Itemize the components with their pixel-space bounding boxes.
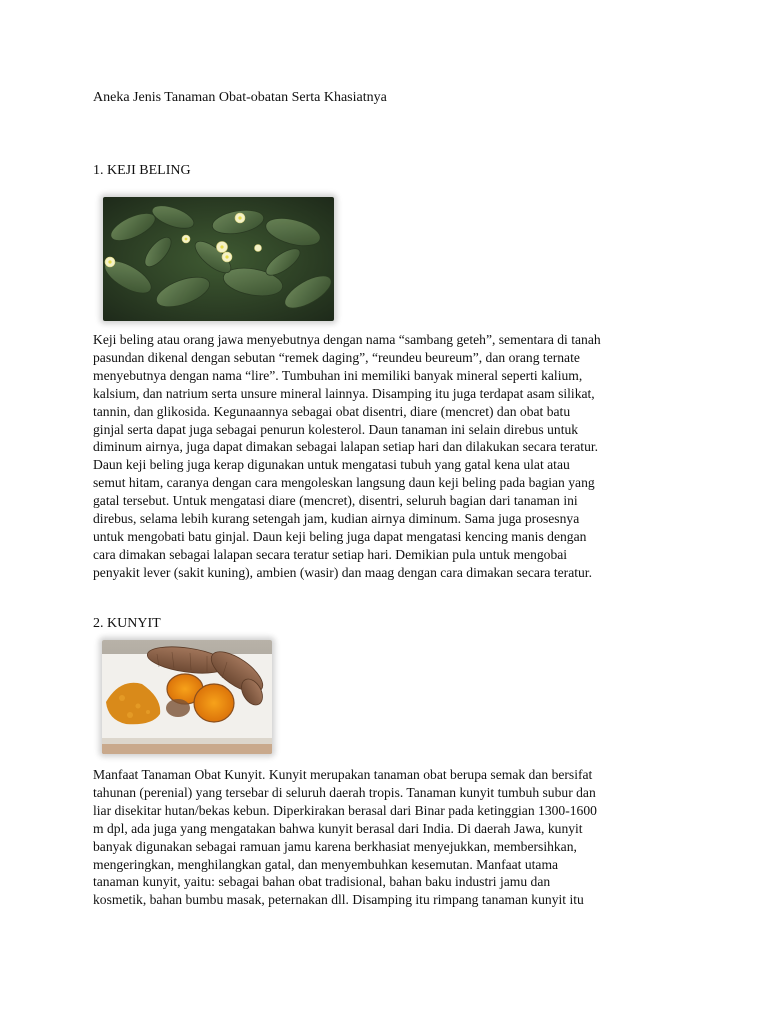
paragraph-line: Daun keji beling juga kerap digunakan untuk mengatasi tubuh yang gatal kena ulat atau [93,457,570,473]
paragraph-line: pasundan dikenal dengan sebutan “remek daging”, “reundeu beureum”, dan orang ternate [93,349,580,365]
paragraph-line: menyebutnya dengan nama “lire”. Tumbuhan ini memiliki banyak mineral seperti kalium, [93,367,583,383]
paragraph-line: mengeringkan, menghilangkan gatal, dan menyembuhkan kesemutan. Manfaat utama [93,856,559,872]
paragraph-line: kalsium, dan natrium serta unsure mineral lainnya. Disamping itu juga terdapat asam silikat, [93,385,595,401]
paragraph-line: penyakit lever (sakit kuning), ambien (wasir) dan maag dengan cara dimakan secara teratur. [93,564,592,580]
kunyit-photo [102,640,272,754]
paragraph-line: untuk mengobati batu ginjal. Daun keji beling juga dapat mengatasi kencing manis dengan [93,528,587,544]
paragraph-line: m dpl, ada juga yang mengatakan bahwa kunyit berasal dari India. Di daerah Jawa, kunyit [93,820,583,836]
paragraph-line: Manfaat Tanaman Obat Kunyit. Kunyit merupakan tanaman obat berupa semak dan bersifat [93,767,593,782]
section-heading-keji-beling: 1. KEJI BELING [93,163,191,178]
paragraph-line: tahunan (perenial) yang tersebar di seluruh daerah tropis. Tanaman kunyit tumbuh subur dan [93,784,596,800]
kunyit-paragraph [93,766,673,909]
paragraph-line: kosmetik, bahan bumbu masak, peternakan dll. Disamping itu rimpang tanaman kunyit itu [93,892,584,908]
keji-beling-paragraph [93,331,673,582]
paragraph-line: gatal tersebut. Untuk mengatasi diare (mencret), disentri, seluruh bagian dari tanaman ini [93,493,578,509]
paragraph-line: direbus, selama lebih kurang setengah jam, kudian airnya diminum. Sama juga prosesnya [93,511,580,527]
paragraph-line: cara dimakan sebagai lalapan secara teratur setiap hari. Demikian pula untuk mengobai [93,546,568,562]
paragraph-line: banyak digunakan sebagai ramuan jamu karena berkhasiat menyejukkan, membersihkan, [93,838,577,854]
keji-beling-photo [103,197,334,321]
paragraph-line: Keji beling atau orang jawa menyebutnya dengan nama “sambang geteh”, sementara di tanah [93,332,601,347]
paragraph-line: semut hitam, caranya dengan cara mengoleskan langsung daun keji beling pada bagian yang [93,475,595,491]
paragraph-line: diminum airnya, juga dapat dimakan sebagai lalapan setiap hari dan dilakukan secara teratur. [93,439,599,455]
paragraph-line: ginjal serta dapat juga sebagai penurun kolesterol. Daun tanaman ini selain direbus untuk [93,421,579,437]
paragraph-line: tannin, dan glikosida. Kegunaannya sebagai obat disentri, diare (mencret) dan obat batu [93,403,571,419]
paragraph-line: tanaman kunyit, yaitu: sebagai bahan obat tradisional, bahan baku industri jamu dan [93,874,551,890]
paragraph-line: liar disekitar hutan/bekas kebun. Diperkirakan berasal dari Binar pada ketinggian 1300-1600 [93,802,597,818]
section-heading-kunyit: 2. KUNYIT [93,616,161,631]
document-title: Aneka Jenis Tanaman Obat-obatan Serta Khasiatnya [93,90,387,105]
